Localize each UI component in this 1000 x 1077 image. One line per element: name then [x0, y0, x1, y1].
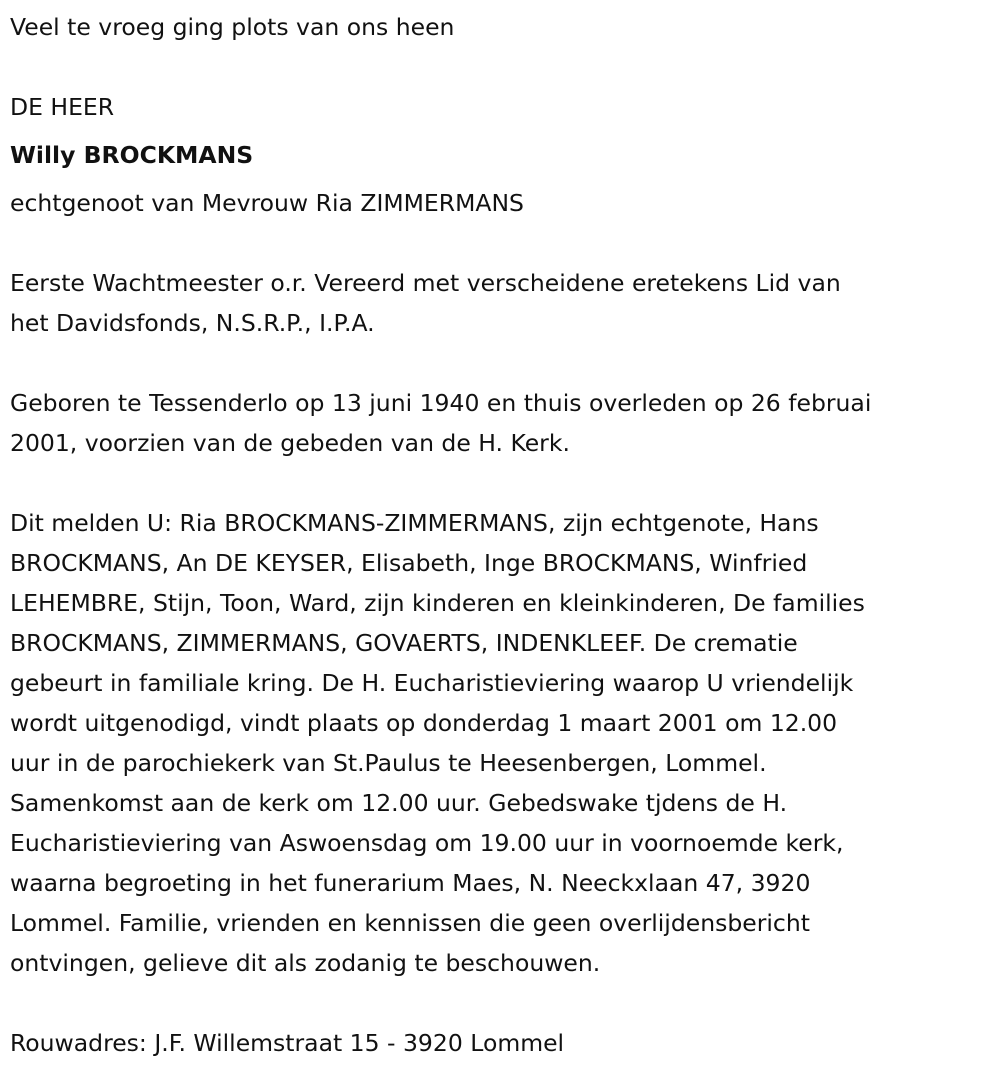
announcement-line: Eucharistieviering van Aswoensdag om 19.00 uur in voornoemde kerk,: [10, 829, 844, 857]
mourning-address: Rouwadres: J.F. Willemstraat 15 - 3920 Lommel: [10, 1029, 565, 1057]
birth-death-paragraph: [10, 383, 990, 463]
announcement-line: BROCKMANS, An DE KEYSER, Elisabeth, Inge BROCKMANS, Winfried: [10, 549, 808, 577]
intro-line: Veel te vroeg ging plots van ons heen: [10, 13, 455, 41]
titles-line: het Davidsfonds, N.S.R.P., I.P.A.: [10, 309, 375, 337]
birth-death-line: Geboren te Tessenderlo op 13 juni 1940 en thuis overleden op 26 februai: [10, 389, 872, 417]
blank-line: [10, 343, 990, 383]
blank-line: [10, 223, 990, 263]
blank-line: [10, 983, 990, 1023]
announcement-line: waarna begroeting in het funerarium Maes, N. Neeckxlaan 47, 3920: [10, 869, 811, 897]
announcement-line: Lommel. Familie, vrienden en kennissen die geen overlijdensbericht: [10, 909, 810, 937]
announcement-line: Samenkomst aan de kerk om 12.00 uur. Gebedswake tjdens de H.: [10, 789, 788, 817]
blank-line: [10, 47, 990, 87]
announcement-line: uur in de parochiekerk van St.Paulus te Heesenbergen, Lommel.: [10, 749, 767, 777]
announcement-line: wordt uitgenodigd, vindt plaats op donderdag 1 maart 2001 om 12.00: [10, 709, 838, 737]
announcement-line: Dit melden U: Ria BROCKMANS-ZIMMERMANS, zijn echtgenote, Hans: [10, 509, 819, 537]
announcement-paragraph: [10, 503, 990, 983]
honorific: DE HEER: [10, 93, 115, 121]
titles-paragraph: [10, 263, 990, 343]
blank-line: [10, 463, 990, 503]
birth-death-line: 2001, voorzien van de gebeden van de H. Kerk.: [10, 429, 570, 457]
announcement-line: BROCKMANS, ZIMMERMANS, GOVAERTS, INDENKLEEF. De crematie: [10, 629, 798, 657]
announcement-line: ontvingen, gelieve dit als zodanig te beschouwen.: [10, 949, 601, 977]
deceased-name: Willy BROCKMANS: [10, 141, 254, 169]
announcement-line: gebeurt in familiale kring. De H. Eucharistieviering waarop U vriendelijk: [10, 669, 854, 697]
spouse-line: echtgenoot van Mevrouw Ria ZIMMERMANS: [10, 189, 524, 217]
titles-line: Eerste Wachtmeester o.r. Vereerd met verscheidene eretekens Lid van: [10, 269, 841, 297]
announcement-line: LEHEMBRE, Stijn, Toon, Ward, zijn kinderen en kleinkinderen, De families: [10, 589, 865, 617]
